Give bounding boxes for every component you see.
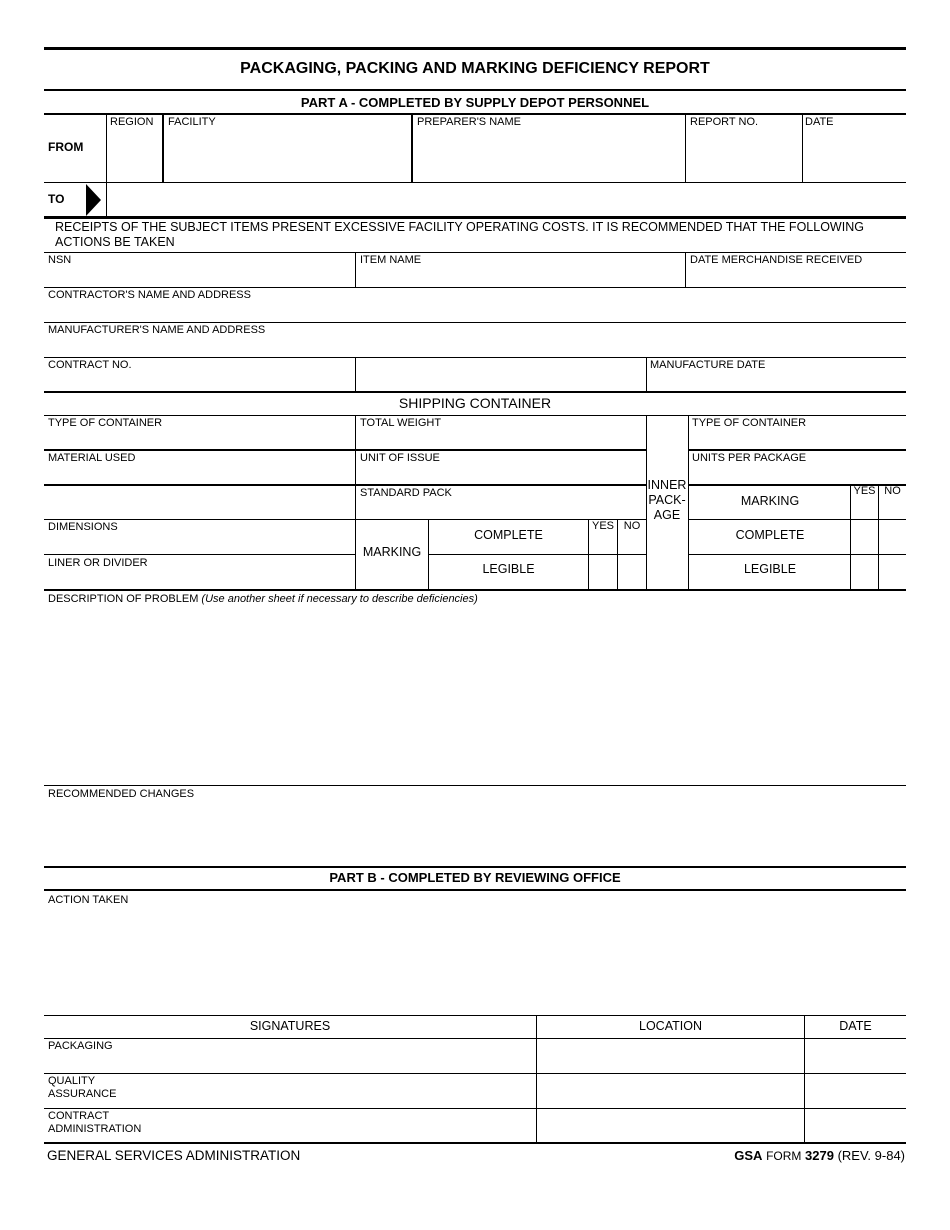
inner-complete-label: COMPLETE <box>735 528 805 542</box>
packaging-location-field[interactable] <box>541 1044 799 1068</box>
dimensions-label: DIMENSIONS <box>48 521 118 533</box>
ship-row1-rule <box>44 449 646 451</box>
units-per-package-field[interactable] <box>692 466 900 482</box>
nsn-row-rule <box>44 287 906 288</box>
inner-type-label: TYPE OF CONTAINER <box>692 417 807 429</box>
footer-form-id <box>734 1148 905 1164</box>
sig-row1-rule <box>44 1073 906 1074</box>
manufacturer-label: MANUFACTURER'S NAME AND ADDRESS <box>48 324 266 336</box>
item-name-divider <box>685 252 686 287</box>
inner-package-line3: AGE <box>653 508 681 522</box>
manufacturer-rule <box>44 357 906 358</box>
standard-pack-label: STANDARD PACK <box>360 487 452 499</box>
ship-legible-no-box[interactable] <box>618 555 646 589</box>
ship-complete-label: COMPLETE <box>474 528 543 542</box>
footer-revision: (REV. 9-84) <box>837 1148 905 1163</box>
part-a-heading: PART A - COMPLETED BY SUPPLY DEPOT PERSONNEL <box>300 95 650 110</box>
inner-legible-label: LEGIBLE <box>743 562 797 576</box>
facility-field[interactable] <box>168 135 406 175</box>
description-rule <box>44 785 906 786</box>
contract-admin-date-field[interactable] <box>809 1114 901 1138</box>
date-label: DATE <box>805 116 834 128</box>
qa-signature-field[interactable] <box>150 1079 530 1103</box>
from-label: FROM <box>48 140 84 154</box>
report-date-field[interactable] <box>805 135 903 175</box>
standard-pack-field[interactable] <box>360 501 640 517</box>
manufacturer-field[interactable] <box>48 338 898 355</box>
nsn-field[interactable] <box>48 268 348 285</box>
ship-no-label: NO <box>623 520 641 532</box>
location-divider <box>804 1015 805 1143</box>
facility-label: FACILITY <box>168 116 216 128</box>
part-b-heading-rule <box>44 889 906 891</box>
sig-row-packaging-label <box>48 1040 113 1053</box>
description-label <box>48 593 478 606</box>
ship-row2-rule <box>44 484 646 486</box>
contractor-label: CONTRACTOR'S NAME AND ADDRESS <box>48 289 251 301</box>
contract-admin-location-field[interactable] <box>541 1114 799 1138</box>
dimensions-rule <box>44 554 355 555</box>
signatures-header: SIGNATURES <box>249 1019 331 1033</box>
shipping-col-divider <box>355 415 356 590</box>
total-weight-field[interactable] <box>360 431 640 447</box>
inner-no-label: NO <box>884 485 901 497</box>
contract-extra-field[interactable] <box>360 365 640 387</box>
to-field[interactable] <box>110 188 900 212</box>
ship-legible-label: LEGIBLE <box>482 562 535 576</box>
ship-blank-field[interactable] <box>48 492 348 512</box>
sig-row-contract-label <box>48 1110 141 1136</box>
report-no-divider <box>802 114 803 183</box>
packaging-date-field[interactable] <box>809 1044 901 1068</box>
from-divider <box>106 114 107 218</box>
action-taken-label: ACTION TAKEN <box>48 894 129 906</box>
top-rule <box>44 47 906 50</box>
inner-package-line1: INNER <box>647 478 687 492</box>
unit-issue-label: UNIT OF ISSUE <box>360 452 440 464</box>
sig-row2-rule <box>44 1108 906 1109</box>
form-title: PACKAGING, PACKING AND MARKING DEFICIENCY REPORT <box>240 60 710 77</box>
description-label-text: DESCRIPTION OF PROBLEM <box>48 593 199 605</box>
contractor-rule <box>44 322 906 323</box>
contract-no-label: CONTRACT NO. <box>48 359 132 371</box>
inner-type-field[interactable] <box>692 431 900 447</box>
shipping-heading-rule <box>44 415 906 416</box>
contract-admin-signature-field[interactable] <box>150 1114 530 1138</box>
contract-divider-2 <box>646 357 647 391</box>
nsn-divider <box>355 252 356 287</box>
contractor-field[interactable] <box>48 303 898 320</box>
arrow-right-icon <box>84 184 102 216</box>
region-field[interactable] <box>110 135 158 175</box>
inner-row1-rule <box>688 449 906 451</box>
signatures-top-rule <box>44 1015 906 1016</box>
qa-date-field[interactable] <box>809 1079 901 1103</box>
report-no-label: REPORT NO. <box>690 116 759 128</box>
part-b-heading: PART B - COMPLETED BY REVIEWING OFFICE <box>329 870 621 885</box>
inner-package-line2: PACK- <box>648 493 686 507</box>
report-no-field[interactable] <box>690 135 796 175</box>
manufacture-date-label: MANUFACTURE DATE <box>650 359 766 371</box>
shipping-heading: SHIPPING CONTAINER <box>398 395 552 411</box>
material-label: MATERIAL USED <box>48 452 136 464</box>
liner-field[interactable] <box>48 571 348 587</box>
part-a-top-rule <box>44 89 906 91</box>
recommended-label: RECOMMENDED CHANGES <box>48 788 195 800</box>
ship-type-field[interactable] <box>48 431 348 447</box>
action-taken-field[interactable] <box>48 910 898 1010</box>
units-per-package-label: UNITS PER PACKAGE <box>692 452 807 464</box>
inner-marking-label: MARKING <box>740 494 800 508</box>
description-field[interactable] <box>48 610 898 780</box>
date-received-field[interactable] <box>690 268 902 285</box>
qa-location-field[interactable] <box>541 1079 799 1103</box>
dimensions-field[interactable] <box>48 535 348 551</box>
contract-divider-1 <box>355 357 356 391</box>
sig-row-contract-line1: CONTRACT <box>48 1110 110 1122</box>
material-field[interactable] <box>48 466 348 482</box>
facility-divider <box>411 114 413 183</box>
unit-issue-field[interactable] <box>360 466 640 482</box>
part-a-heading-rule <box>44 113 906 115</box>
sig-row-qa-label <box>48 1075 116 1101</box>
statement-rule <box>44 252 906 253</box>
contract-no-field[interactable] <box>48 373 348 389</box>
sig-row-qa-line2: ASSURANCE <box>48 1088 117 1100</box>
signatures-bottom-rule <box>44 1142 906 1144</box>
contract-rule <box>44 391 906 393</box>
description-note: (Use another sheet if necessary to describe deficiencies) <box>201 593 478 605</box>
sig-row-qa-line1: QUALITY <box>48 1075 96 1087</box>
sig-row-packaging-line1: PACKAGING <box>48 1040 113 1052</box>
preparer-label: PREPARER'S NAME <box>417 116 521 128</box>
total-weight-label: TOTAL WEIGHT <box>360 417 442 429</box>
footer-form-number: 3279 <box>805 1148 834 1163</box>
footer-form-word: FORM <box>766 1149 802 1163</box>
preparer-name-field[interactable] <box>417 135 679 175</box>
location-header: LOCATION <box>639 1019 702 1033</box>
item-name-field[interactable] <box>360 268 680 285</box>
footer-gsa: GSA <box>734 1148 763 1163</box>
liner-label: LINER OR DIVIDER <box>48 557 148 569</box>
sig-row-contract-line2: ADMINISTRATION <box>48 1123 142 1135</box>
inner-complete-no-box[interactable] <box>879 520 906 554</box>
inner-legible-yes-box[interactable] <box>851 555 878 589</box>
statement-text: RECEIPTS OF THE SUBJECT ITEMS PRESENT EXCESSIVE FACILITY OPERATING COSTS. IT IS RECOMMENDED THAT THE FOLLOWING ACTIONS BE TAKEN <box>55 220 864 249</box>
inner-package-label <box>647 478 687 523</box>
date-received-label: DATE MERCHANDISE RECEIVED <box>690 254 863 266</box>
region-label: REGION <box>110 116 154 128</box>
inner-complete-yes-box[interactable] <box>851 520 878 554</box>
part-b-top-rule <box>44 866 906 868</box>
ship-row3-rule <box>44 519 646 520</box>
sig-date-header: DATE <box>839 1019 872 1033</box>
footer-agency: GENERAL SERVICES ADMINISTRATION <box>47 1148 301 1163</box>
preparer-divider <box>685 114 686 183</box>
shipping-bottom-rule <box>44 589 906 591</box>
region-divider <box>162 114 164 183</box>
ship-yes-label: YES <box>591 520 614 532</box>
signatures-divider <box>536 1015 537 1143</box>
packaging-signature-field[interactable] <box>150 1044 530 1068</box>
inner-legible-no-box[interactable] <box>879 555 906 589</box>
from-row-rule <box>44 182 906 183</box>
ship-type-label: TYPE OF CONTAINER <box>48 417 163 429</box>
inner-label-divider <box>688 415 689 590</box>
inner-yes-label: YES <box>853 485 876 497</box>
to-row-rule <box>44 216 906 219</box>
nsn-label: NSN <box>48 254 72 266</box>
recommended-field[interactable] <box>48 804 898 862</box>
to-label: TO <box>48 192 65 206</box>
ship-marking-label: MARKING <box>362 545 422 559</box>
ship-legible-yes-box[interactable] <box>589 555 617 589</box>
manufacture-date-field[interactable] <box>650 373 900 389</box>
signatures-header-rule <box>44 1038 906 1039</box>
item-name-label: ITEM NAME <box>360 254 422 266</box>
